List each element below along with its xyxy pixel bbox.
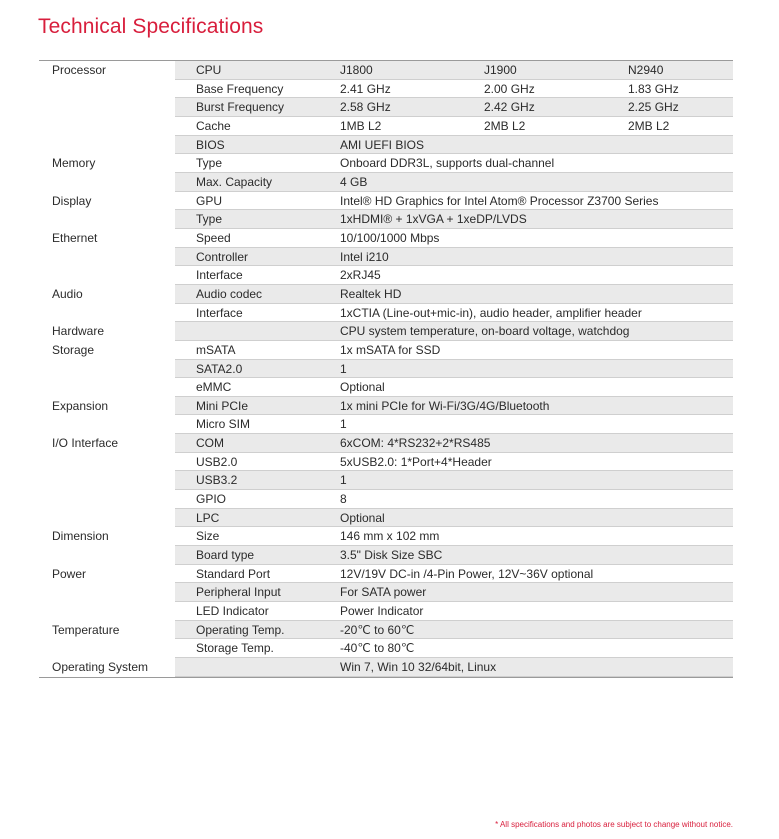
spec-item-label: Storage Temp. — [196, 641, 274, 656]
table-row — [39, 434, 733, 453]
table-row — [39, 509, 733, 528]
spec-item-label: USB2.0 — [196, 454, 238, 469]
spec-item-label: Type — [196, 212, 223, 227]
spec-item-label: Audio codec — [196, 286, 263, 301]
table-row — [39, 266, 733, 285]
spec-value-3: 2.25 GHz — [628, 100, 679, 115]
spec-value: 1 — [340, 361, 347, 376]
spec-value-2: 2.00 GHz — [484, 81, 535, 96]
spec-item-label: mSATA — [196, 342, 236, 357]
spec-value: 2xRJ45 — [340, 268, 381, 283]
spec-value: 1xCTIA (Line-out+mic-in), audio header, amplifier header — [340, 305, 642, 320]
spec-value: For SATA power — [340, 585, 427, 600]
table-row — [39, 61, 733, 80]
spec-item-label: Speed — [196, 230, 231, 245]
spec-item-label: COM — [196, 436, 224, 451]
spec-value: 1 — [340, 473, 347, 488]
table-row — [39, 527, 733, 546]
spec-group-label: Processor — [52, 63, 107, 77]
table-row — [39, 173, 733, 192]
spec-group-label: Ethernet — [52, 230, 98, 245]
spec-item-label: Burst Frequency — [196, 100, 285, 115]
spec-value: Intel® HD Graphics for Intel Atom® Processor Z3700 Series — [340, 193, 659, 208]
spec-value: 146 mm x 102 mm — [340, 529, 440, 544]
table-row — [39, 341, 733, 360]
table-row — [39, 136, 733, 155]
table-row — [39, 639, 733, 658]
table-row — [39, 546, 733, 565]
table-row — [39, 415, 733, 434]
spec-item-label: Size — [196, 529, 220, 544]
row-shade — [175, 527, 733, 545]
spec-item-label: Standard Port — [196, 566, 271, 581]
spec-value: AMI UEFI BIOS — [340, 137, 425, 152]
spec-value: 1 — [340, 417, 347, 432]
spec-item-label: Type — [196, 156, 223, 171]
row-shade — [175, 490, 733, 508]
spec-group-label: Audio — [52, 286, 83, 301]
table-row — [39, 360, 733, 379]
table-row — [39, 304, 733, 323]
spec-item-label: eMMC — [196, 380, 232, 395]
spec-value: 6xCOM: 4*RS232+2*RS485 — [340, 436, 491, 451]
spec-value-2: 2.42 GHz — [484, 100, 535, 115]
spec-item-label: GPIO — [196, 492, 227, 507]
table-row — [39, 471, 733, 490]
table-row — [39, 117, 733, 136]
table-row — [39, 397, 733, 416]
row-shade — [175, 136, 733, 154]
table-row — [39, 80, 733, 99]
row-shade — [175, 229, 733, 247]
spec-value: 2.58 GHz — [340, 100, 391, 115]
spec-item-label: Max. Capacity — [196, 174, 273, 189]
spec-group-label: I/O Interface — [52, 436, 119, 451]
row-shade — [175, 415, 733, 433]
table-row — [39, 565, 733, 584]
table-row — [39, 154, 733, 173]
spec-item-label: Interface — [196, 268, 243, 283]
spec-item-label: CPU — [196, 63, 222, 77]
spec-value-3: 2MB L2 — [628, 118, 670, 133]
spec-group-label: Operating System — [52, 660, 149, 674]
spec-value: 3.5" Disk Size SBC — [340, 548, 443, 563]
spec-item-label: Board type — [196, 548, 255, 563]
page-title: Technical Specifications — [38, 15, 264, 38]
row-shade — [175, 360, 733, 378]
spec-group-label: Memory — [52, 156, 96, 171]
spec-group-label: Temperature — [52, 622, 120, 637]
row-shade — [175, 546, 733, 564]
spec-value: J1800 — [340, 63, 373, 77]
row-shade — [175, 248, 733, 266]
table-bottom-rule — [39, 677, 733, 678]
spec-item-label: Interface — [196, 305, 243, 320]
spec-item-label: Cache — [196, 118, 231, 133]
spec-value: 5xUSB2.0: 1*Port+4*Header — [340, 454, 492, 469]
spec-group-label: Hardware — [52, 324, 105, 339]
table-row — [39, 490, 733, 509]
spec-value: 12V/19V DC-in /4-Pin Power, 12V~36V optional — [340, 566, 594, 581]
spec-group-label: Power — [52, 566, 87, 581]
spec-table — [39, 61, 733, 677]
spec-value: 10/100/1000 Mbps — [340, 230, 440, 245]
table-row — [39, 192, 733, 211]
spec-value-2: 2MB L2 — [484, 118, 526, 133]
spec-group-label: Expansion — [52, 398, 109, 413]
spec-item-label: USB3.2 — [196, 473, 238, 488]
spec-value: 8 — [340, 492, 347, 507]
footnote: * All specifications and photos are subject to change without notice. — [495, 820, 733, 829]
table-row — [39, 229, 733, 248]
table-row — [39, 602, 733, 621]
spec-value: 1xHDMI® + 1xVGA + 1xeDP/LVDS — [340, 212, 527, 227]
spec-value-3: N2940 — [628, 63, 664, 77]
spec-item-label: Micro SIM — [196, 417, 250, 432]
row-shade — [175, 471, 733, 489]
spec-item-label: Peripheral Input — [196, 585, 281, 600]
table-row — [39, 583, 733, 602]
table-row — [39, 322, 733, 341]
spec-value: 1MB L2 — [340, 118, 382, 133]
spec-value: 2.41 GHz — [340, 81, 391, 96]
spec-value: 1x mini PCIe for Wi-Fi/3G/4G/Bluetooth — [340, 398, 550, 413]
spec-group-label: Storage — [52, 342, 95, 357]
spec-value: 4 GB — [340, 174, 368, 189]
table-row — [39, 248, 733, 267]
spec-value: Win 7, Win 10 32/64bit, Linux — [340, 660, 497, 674]
spec-value: Power Indicator — [340, 604, 424, 619]
table-row — [39, 285, 733, 304]
spec-value: -40℃ to 80℃ — [340, 641, 415, 656]
spec-value: CPU system temperature, on-board voltage, watchdog — [340, 324, 630, 339]
row-shade — [175, 509, 733, 527]
table-row — [39, 210, 733, 229]
spec-item-label: Base Frequency — [196, 81, 284, 96]
spec-value: 1x mSATA for SSD — [340, 342, 441, 357]
spec-item-label: GPU — [196, 193, 223, 208]
spec-group-label: Display — [52, 193, 92, 208]
spec-item-label: LED Indicator — [196, 604, 269, 619]
spec-value: Intel i210 — [340, 249, 389, 264]
table-row — [39, 621, 733, 640]
spec-group-label: Dimension — [52, 529, 109, 544]
spec-value: Optional — [340, 510, 385, 525]
spec-item-label: LPC — [196, 510, 220, 525]
table-row — [39, 378, 733, 397]
row-shade — [175, 378, 733, 396]
spec-value-2: J1900 — [484, 63, 517, 77]
spec-item-label: Mini PCIe — [196, 398, 249, 413]
table-row — [39, 658, 733, 677]
spec-item-label: BIOS — [196, 137, 225, 152]
spec-item-label: Controller — [196, 249, 249, 264]
table-row — [39, 98, 733, 117]
row-shade — [175, 266, 733, 284]
spec-item-label: Operating Temp. — [196, 622, 285, 637]
spec-value: Onboard DDR3L, supports dual-channel — [340, 156, 555, 171]
spec-value-3: 1.83 GHz — [628, 81, 679, 96]
row-shade — [175, 341, 733, 359]
table-row — [39, 453, 733, 472]
spec-item-label: SATA2.0 — [196, 361, 243, 376]
spec-value: -20℃ to 60℃ — [340, 622, 415, 637]
spec-value: Realtek HD — [340, 286, 402, 301]
spec-value: Optional — [340, 380, 385, 395]
